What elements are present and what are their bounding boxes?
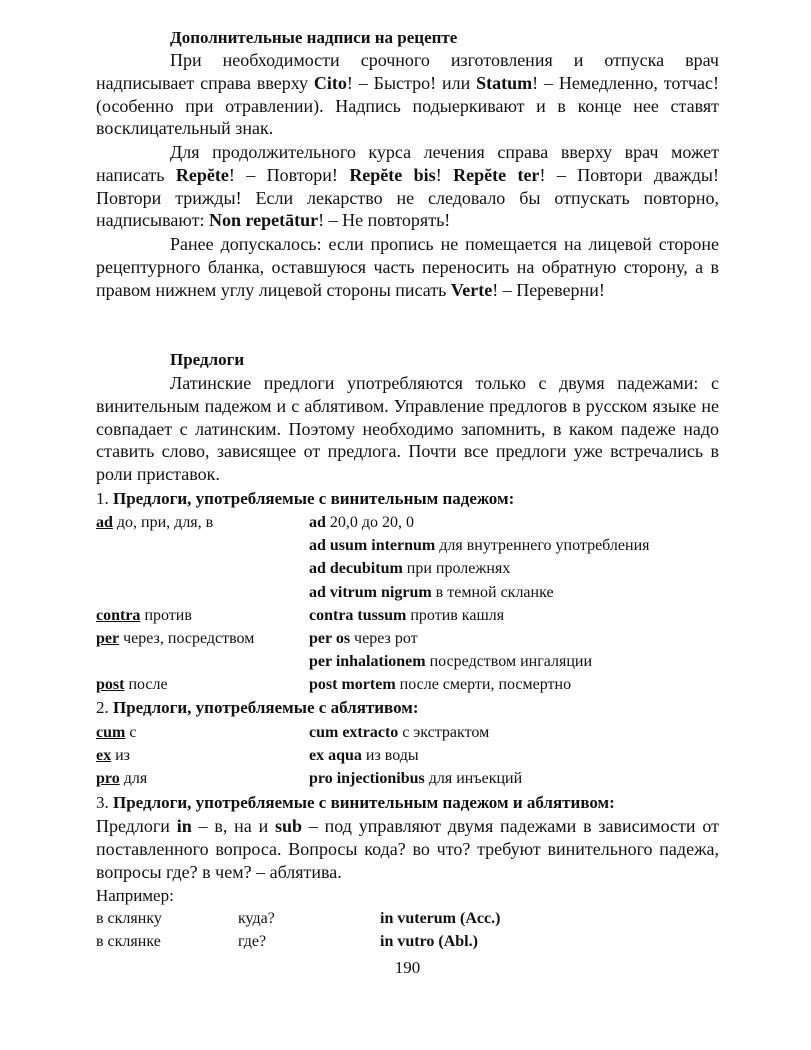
preposition-meaning: для xyxy=(119,770,148,788)
example-latin: ad usum internum xyxy=(309,537,436,555)
preposition-cell xyxy=(96,604,192,627)
preposition-cell xyxy=(96,673,168,696)
preposition-term: cum xyxy=(96,724,126,741)
table-row xyxy=(96,534,719,557)
latin-term-cito: Cito xyxy=(313,72,347,93)
table-row xyxy=(96,627,719,650)
example-translation: 20,0 до 20, 0 xyxy=(325,514,415,531)
table-row xyxy=(96,744,719,767)
preposition-meaning: через, посредством xyxy=(119,630,255,647)
example-latin: ad vitrum nigrum xyxy=(309,583,432,601)
example-latin: ad decubitum xyxy=(309,560,403,578)
paragraph-in-sub: Предлоги in – в, на и sub – под управляют двумя падежами в зависимости от поставленного вопроса. Вопросы кода? во что? требуют винительного падежа, вопросы где? в чем? – аблятива. xyxy=(96,816,719,882)
example-latin: ad xyxy=(309,514,326,531)
example-latin: per os xyxy=(309,630,351,647)
latin-term-non-repetatur: Non repetātur xyxy=(208,210,319,231)
preposition-term: ex xyxy=(96,747,112,765)
example-translation: через рот xyxy=(350,630,418,647)
example-cell xyxy=(309,767,522,790)
example-row xyxy=(96,930,719,953)
example-translation: для внутреннего употребления xyxy=(435,537,650,555)
preposition-cell xyxy=(96,721,136,744)
page-number: 190 xyxy=(394,958,421,977)
preposition-term: pro xyxy=(96,770,120,788)
example-translation: из воды xyxy=(361,747,419,765)
preposition-meaning: с xyxy=(125,724,137,741)
paragraph-cito-statum: При необходимости срочного изготовления и отпуска врач надписывает справа вверху Cito! – Быстро! или Statum! – Немедленно, тотчас! (особенно при отравлении). Надпись подыеркивают и в конце нее ставят восклицательный знак. xyxy=(96,50,720,139)
table-row xyxy=(96,511,719,534)
section-title-extra-inscriptions: Дополнительные надписи на рецепте xyxy=(170,28,458,47)
example-cell xyxy=(309,557,510,580)
paragraph-verte: Ранее допускалось: если пропись не помещается на лицевой стороне рецептурного бланка, оставшуюся часть переносить на обратную сторону, а в правом нижнем углу лицевой стороны писать Verte! – Переверни! xyxy=(96,234,719,300)
preposition-term: ad xyxy=(96,514,113,531)
example-latin: cum extracto xyxy=(309,724,399,741)
preposition-term: contra xyxy=(96,606,141,624)
group3-heading: 3. Предлоги, употребляемые с винительным падежом и аблятивом: xyxy=(96,793,615,812)
latin-term-repete-ter: Repĕte ter xyxy=(453,164,540,185)
example-latin-phrase: in vuterum xyxy=(380,910,456,927)
latin-term-repete-bis: Repĕte bis xyxy=(349,164,436,185)
table-row xyxy=(96,581,719,604)
preposition-term: per xyxy=(96,630,120,647)
preposition-cell xyxy=(96,744,130,767)
group1-heading: 1. Предлоги, употребляемые с винительным падежом: xyxy=(96,489,515,508)
paragraph-prepositions-intro: Латинские предлоги употребляются только с двумя падежами: с винительным падежом и с аблятивом. Управление предлогов в русском языке не совпадает с латинским. Поэтому необходимо запомнить, в каком падеже надо ставить слово, зависящее от предлога. Почти все предлоги уже встречались в роли приставок. xyxy=(96,373,719,485)
example-translation: против кашля xyxy=(406,606,505,624)
example-latin: contra tussum xyxy=(309,606,407,624)
example-latin-phrase: in vutro xyxy=(380,933,435,950)
example-question: где? xyxy=(238,933,267,950)
table-row xyxy=(96,557,719,580)
example-cell xyxy=(309,673,571,696)
preposition-meaning: до, при, для, в xyxy=(112,514,214,531)
preposition-term: post xyxy=(96,676,125,694)
latin-term-in: in xyxy=(176,816,192,836)
preposition-cell xyxy=(96,627,254,650)
table-row xyxy=(96,604,719,627)
example-latin-form xyxy=(380,930,478,953)
example-latin-form xyxy=(380,907,500,930)
example-translation: с экстрактом xyxy=(398,724,490,741)
example-cell xyxy=(309,627,418,650)
example-cell xyxy=(309,581,554,604)
example-cell xyxy=(309,534,649,557)
example-question: куда? xyxy=(238,910,275,927)
example-cell xyxy=(309,721,489,744)
example-label: Например: xyxy=(96,886,174,905)
section-title-prepositions: Предлоги xyxy=(170,350,245,369)
latin-term-sub: sub xyxy=(275,816,303,836)
example-case: (Acc.) xyxy=(456,910,501,927)
example-translation: при пролежнях xyxy=(402,560,511,578)
preposition-cell xyxy=(96,767,147,790)
example-row xyxy=(96,907,719,930)
example-translation: посредством ингаляции xyxy=(425,653,593,671)
example-case: (Abl.) xyxy=(434,933,478,950)
example-latin: post mortem xyxy=(309,676,396,694)
example-translation: в темной скланке xyxy=(431,583,554,601)
example-russian: в склянку xyxy=(96,910,162,927)
latin-term-verte: Verte xyxy=(450,279,493,300)
preposition-meaning: из xyxy=(111,747,130,765)
latin-term-statum: Statum xyxy=(476,72,533,93)
example-cell xyxy=(309,511,414,534)
example-latin: ex aqua xyxy=(309,747,362,765)
table-row xyxy=(96,673,719,696)
example-russian: в склянке xyxy=(96,933,161,950)
example-latin: per inhalationem xyxy=(309,653,426,671)
preposition-meaning: после xyxy=(124,676,168,694)
table-row xyxy=(96,767,719,790)
preposition-meaning: против xyxy=(140,606,192,624)
latin-term-repete: Repĕte xyxy=(175,164,229,185)
group2-heading: 2. Предлоги, употребляемые с аблятивом: xyxy=(96,698,419,717)
preposition-cell xyxy=(96,511,213,534)
table-row xyxy=(96,721,719,744)
example-latin: pro injectionibus xyxy=(309,770,425,788)
paragraph-repete: Для продолжительного курса лечения справа вверху врач может написать Repĕte! – Повтори! Repĕte bis! Repĕte ter! – Повтори дважды! Повтори трижды! Если лекарство не следовало бы отпускать повторно, надписывают: Non repetātur! – Не повторять! xyxy=(96,142,719,231)
example-cell xyxy=(309,650,592,673)
example-translation: для инъекций xyxy=(424,770,523,788)
example-cell xyxy=(309,604,504,627)
table-row xyxy=(96,650,719,673)
example-cell xyxy=(309,744,419,767)
example-translation: после смерти, посмертно xyxy=(395,676,572,694)
